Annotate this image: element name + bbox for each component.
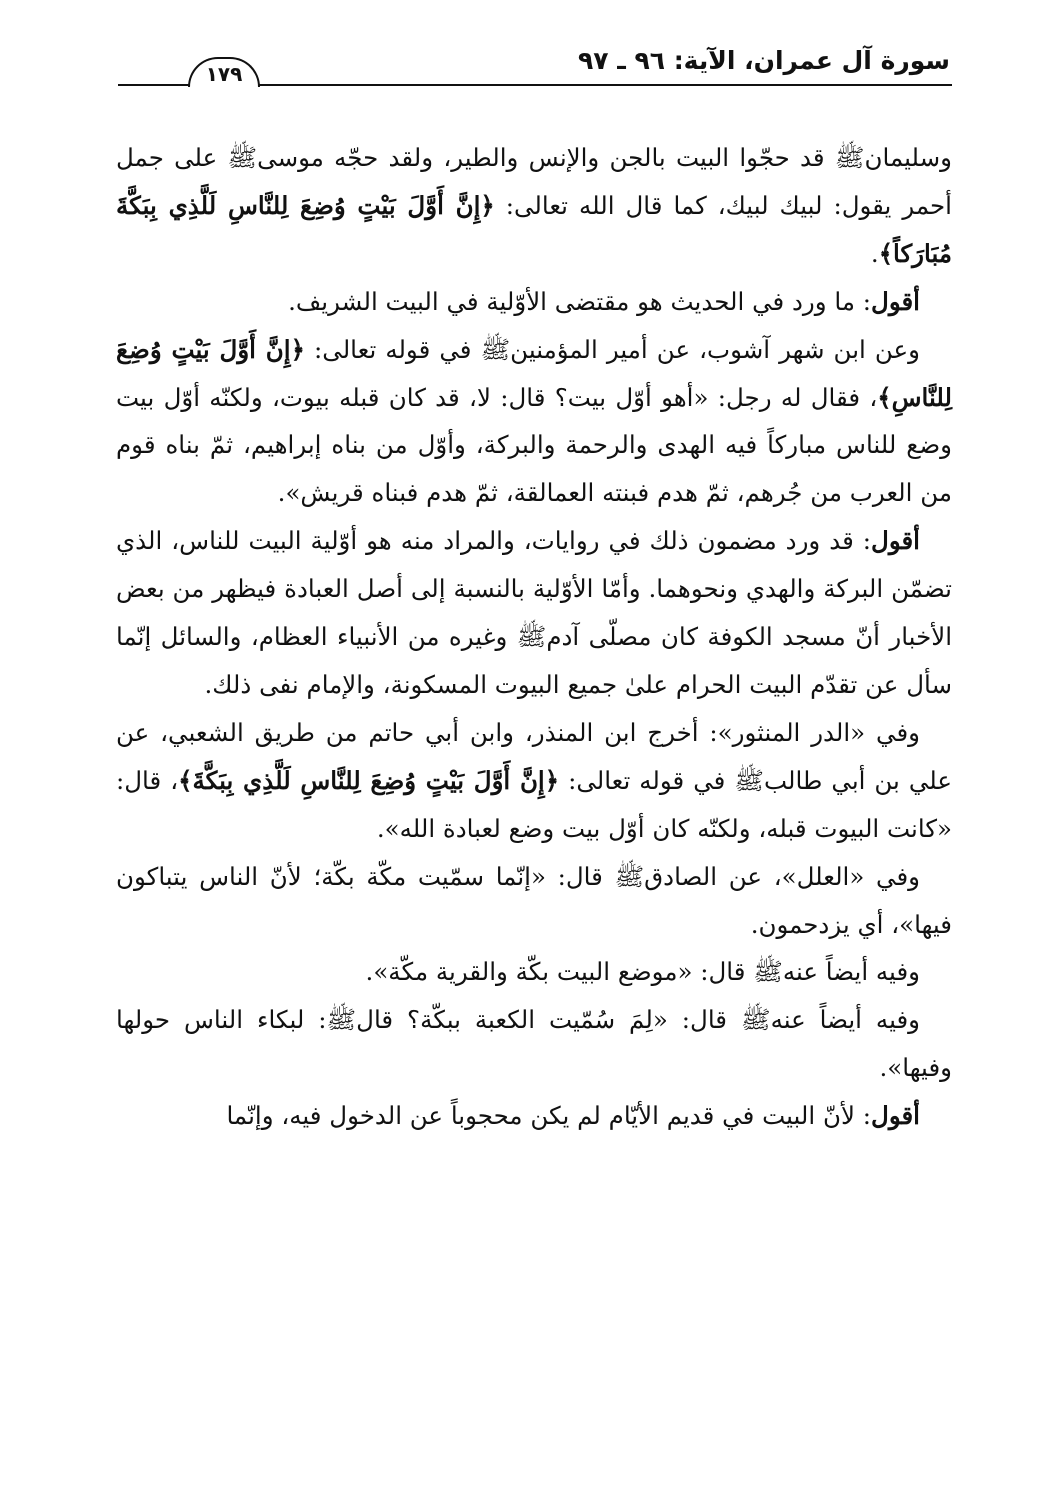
paragraph [116, 709, 952, 853]
quran-verse-quote: ﴿إِنَّ أَوَّلَ بَيْتٍ وُضِعَ لِلنَّاسِ لَلَّذِي بِبَكَّةَ مُبَارَكاً﴾ [116, 190, 952, 268]
surah-verse-title: سورة آل عمران، الآية: ٩٦ ـ ٩٧ [577, 46, 950, 75]
paragraph-text: ﷺ [753, 957, 783, 987]
paragraph-text: ﷺ [326, 1005, 357, 1035]
paragraph [116, 948, 952, 996]
paragraph-text: ﷺ [740, 1005, 771, 1035]
paragraph-text: ﷺ [834, 143, 865, 172]
author-note-keyword: أقول [871, 526, 920, 556]
paragraph-text: ﷺ [614, 861, 645, 891]
paragraph-text: وغيره من الأنبياء العظام، والسائل إنّما سأل عن تقدّم البيت الحرام علىٰ جميع البيوت المسكونة، والإمام نفى ذلك. [116, 622, 952, 699]
paragraph-text: على جمل أحمر يقول: لبيك لبيك، كما قال الله تعالى: [116, 143, 952, 220]
author-note-keyword: أقول [871, 1101, 920, 1131]
paragraph-text: قال: «موضع البيت بكّة والقرية مكّة». [365, 957, 754, 987]
paragraph [116, 134, 952, 278]
page-number: ١٧٩ [205, 62, 243, 86]
paragraph [116, 853, 952, 949]
paragraph-text: ﷺ [516, 622, 547, 652]
paragraph-text: : لبكاء الناس حولها وفيها». [116, 1005, 952, 1083]
quran-verse-quote: ﴿إِنَّ أَوَّلَ بَيْتٍ وُضِعَ لِلنَّاسِ لَلَّذِي بِبَكَّةَ﴾ [178, 765, 560, 795]
paragraph-text: : ما ورد في الحديث هو مقتضى الأوّلية في البيت الشريف. [288, 286, 872, 316]
paragraph-text: قد حجّوا البيت بالجن والإنس والطير، ولقد حجّه موسى [257, 143, 835, 172]
paragraph-text: : قد ورد مضمون ذلك في روايات، والمراد منه هو أوّلية البيت للناس، الذي تضمّن البركة والهدي ونحوهما. وأمّا الأوّلية بالنسبة إلى أصل العبادة فيظهر من بعض الأخبار أنّ مسجد الكوفة كان مصلّى آدم [116, 526, 952, 652]
page-number-badge [188, 57, 260, 87]
quran-verse-quote: ﴿إِنَّ أَوَّلَ بَيْتٍ وُضِعَ لِلنَّاسِ﴾ [116, 334, 952, 412]
paragraph-text: وفيه أيضاً عنه [782, 957, 920, 987]
paragraph-text: قال: «لِمَ سُمّيت الكعبة ببكّة؟ قال [356, 1005, 741, 1035]
paragraph-text: وفي «الدر المنثور»: أخرج ابن المنذر، وابن أبي حاتم من طريق الشعبي، عن علي بن أبي طالب [116, 717, 952, 795]
paragraph-text: ﷺ [734, 765, 764, 795]
paragraph-text: . [870, 238, 879, 268]
author-note-keyword: أقول [871, 286, 920, 316]
paragraph-text: ﷺ [227, 143, 258, 172]
paragraph-text: قال: «إنّما سمّيت مكّة بكّة؛ لأنّ الناس يتباكون فيها»، أي يزدحمون. [116, 861, 952, 939]
paragraph [116, 278, 952, 326]
paragraph [116, 517, 952, 709]
paragraph-text: وفيه أيضاً عنه [770, 1005, 921, 1035]
paragraph [116, 326, 952, 518]
paragraph-text: في قوله تعالى: [559, 765, 735, 795]
paragraph-text: وعن ابن شهر آشوب، عن أمير المؤمنين [510, 334, 920, 364]
paragraph-text: : لأنّ البيت في قديم الأيّام لم يكن محجوباً عن الدخول فيه، وإنّما [226, 1101, 872, 1131]
body-text [116, 134, 952, 1140]
paragraph-text: في قوله تعالى: [304, 334, 481, 364]
paragraph-text: ، فقال له رجل: «أهو أوّل بيت؟ قال: لا، قد كان قبله بيوت، ولكنّه أوّل بيت وضع للناس مباركاً فيه الهدى والرحمة والبركة، وأوّل من بناه إبراهيم، ثمّ بناه قوم من العرب من جُرهم، ثمّ هدم فبنته العمالقة، ثمّ هدم فبناه قريش». [116, 382, 952, 508]
paragraph-text: وفي «العلل»، عن الصادق [644, 861, 921, 891]
paragraph-text: ﷺ [480, 334, 511, 364]
paragraph-text: ، قال: «كانت البيوت قبله، ولكنّه كان أوّل بيت وضع لعبادة الله». [116, 765, 952, 843]
paragraph-text: وسليمان [864, 143, 952, 172]
page-header [118, 44, 952, 84]
paragraph [116, 1092, 952, 1140]
paragraph [116, 996, 952, 1092]
